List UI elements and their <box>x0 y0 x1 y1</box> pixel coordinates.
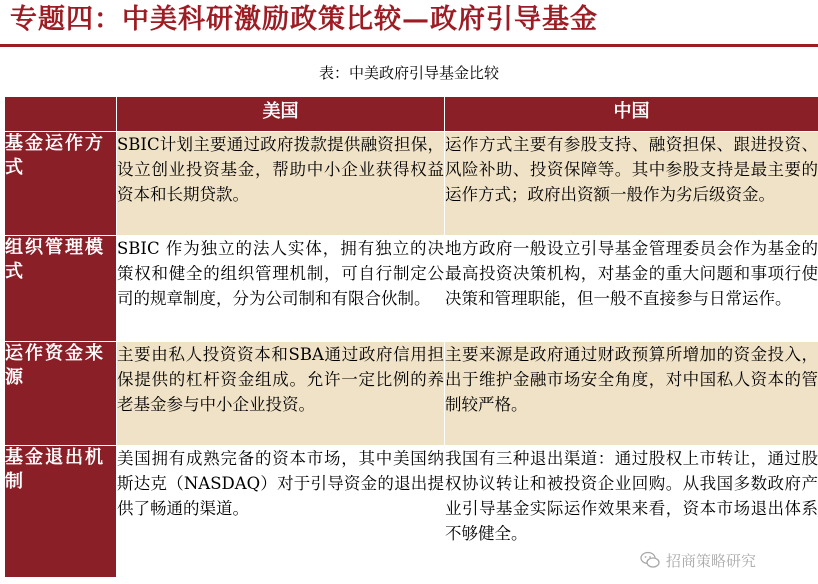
comparison-table <box>4 96 818 578</box>
cell-cn: 地方政府一般设立引导基金管理委员会作为基金的最高投资决策机构，对基金的重大问题和事项行使决策和管理职能，但一般不直接参与日常运作。 <box>445 236 818 342</box>
watermark <box>640 548 756 572</box>
cell-us: 美国拥有成熟完备的资本市场，其中美国纳斯达克（NASDAQ）对于引导资金的退出提供了畅通的渠道。 <box>117 446 445 578</box>
table-caption: 表：中美政府引导基金比较 <box>318 64 499 82</box>
cell-us: 主要由私人投资资本和SBA通过政府信用担保提供的杠杆资金组成。允许一定比例的养老基金参与中小企业投资。 <box>117 342 445 446</box>
table-header-row <box>5 97 818 132</box>
cell-cn: 主要来源是政府通过财政预算所增加的资金投入，出于维护金融市场安全角度，对中国私人资本的管制较严格。 <box>445 342 818 446</box>
cell-us: SBIC计划主要通过政府拨款提供融资担保，设立创业投资基金，帮助中小企业获得权益资本和长期贷款。 <box>117 132 445 236</box>
watermark-text: 招商策略研究 <box>666 551 757 570</box>
header-corner-cell <box>5 97 117 132</box>
title-divider <box>0 44 818 47</box>
column-header-us: 美国 <box>117 97 445 132</box>
column-header-cn: 中国 <box>445 97 818 132</box>
slide-title: 专题四：中美科研激励政策比较—政府引导基金 <box>10 4 598 35</box>
table-row <box>5 342 818 446</box>
table-row <box>5 236 818 342</box>
cell-us: SBIC 作为独立的法人实体，拥有独立的决策权和健全的组织管理机制，可自行制定公司的规章制度，分为公司制和有限合伙制。 <box>117 236 445 342</box>
table-row <box>5 132 818 236</box>
row-label: 基金退出机制 <box>5 446 117 578</box>
cell-cn: 运作方式主要有参股支持、融资担保、跟进投资、风险补助、投资保障等。其中参股支持是最主要的运作方式；政府出资额一般作为劣后级资金。 <box>445 132 818 236</box>
row-label: 运作资金来源 <box>5 342 117 446</box>
cell-cn: 我国有三种退出渠道：通过股权上市转让，通过股权协议转让和被投资企业回购。从我国多数政府产业引导基金实际运作效果来看，资本市场退出体系不够健全。 <box>445 446 818 578</box>
row-label: 基金运作方式 <box>5 132 117 236</box>
row-label: 组织管理模式 <box>5 236 117 342</box>
wechat-icon <box>640 551 660 569</box>
